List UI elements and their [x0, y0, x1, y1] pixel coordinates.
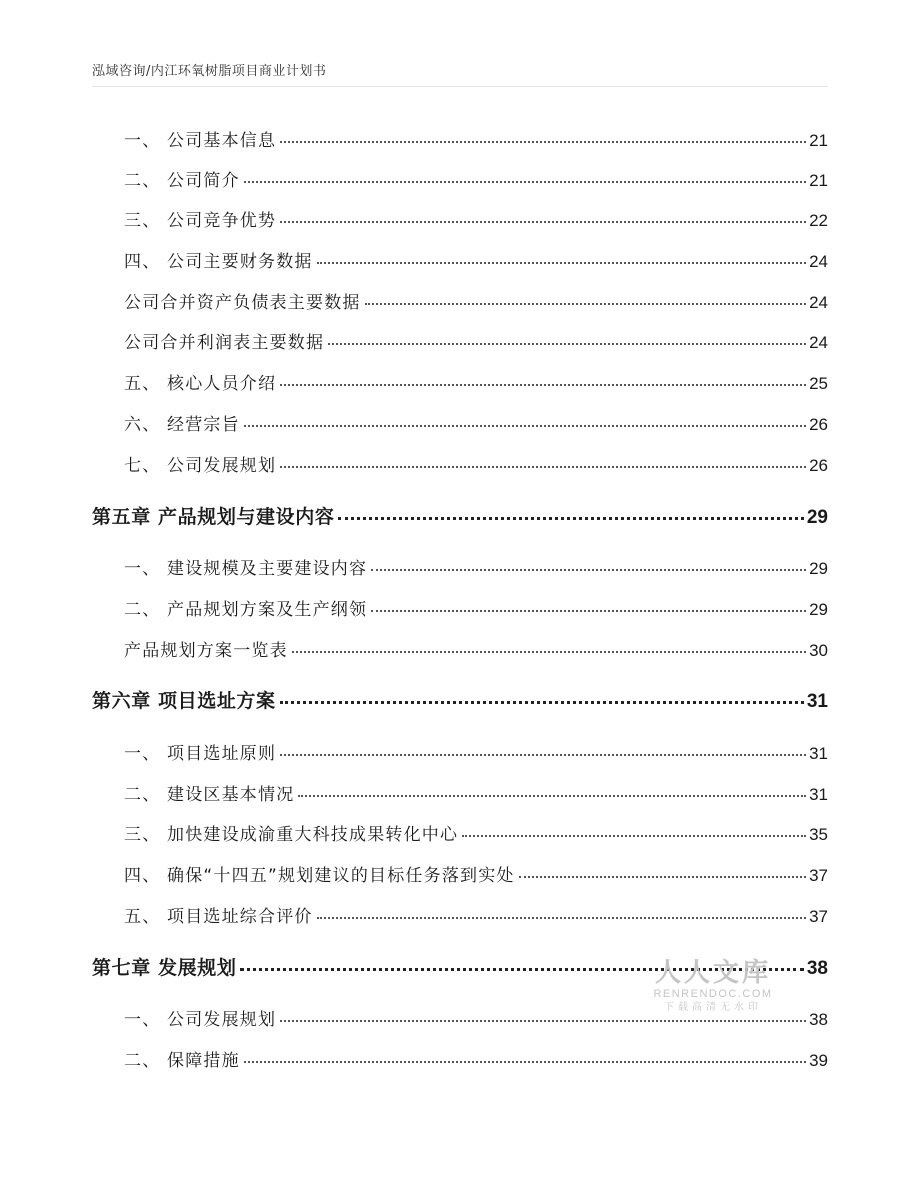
toc-leader-dots [338, 517, 803, 520]
toc-entry[interactable] [124, 328, 828, 353]
toc-entry[interactable] [124, 288, 828, 313]
toc-leader-dots [317, 262, 806, 264]
toc-leader-dots [365, 303, 806, 305]
toc-entry-title: 七、 公司发展规划 [124, 456, 277, 476]
toc-entry-title: 五、 核心人员介绍 [124, 374, 277, 394]
toc-leader-dots [280, 466, 806, 468]
toc-entry-title: 公司合并利润表主要数据 [124, 333, 325, 353]
toc-entry-page: 38 [809, 1010, 828, 1029]
toc-entry[interactable] [124, 369, 828, 394]
toc-chapter-page: 38 [806, 958, 828, 979]
toc-entry[interactable] [124, 595, 828, 620]
toc-leader-dots [240, 968, 803, 971]
toc-entry[interactable] [124, 247, 828, 272]
toc-leader-dots [280, 221, 806, 223]
toc-entry-title: 五、 项目选址综合评价 [124, 907, 313, 927]
toc-entry-page: 24 [809, 333, 828, 352]
toc-chapter-entry[interactable] [92, 502, 828, 529]
toc-entry[interactable] [124, 410, 828, 435]
toc-entry-page: 21 [809, 131, 828, 150]
toc-entry-title: 一、 建设规模及主要建设内容 [124, 559, 368, 579]
toc-entry[interactable] [124, 1005, 828, 1030]
toc-leader-dots [371, 569, 806, 571]
toc-entry-title: 三、 加快建设成渝重大科技成果转化中心 [124, 825, 459, 845]
toc-leader-dots [280, 1020, 806, 1022]
toc-entry-page: 37 [809, 866, 828, 885]
toc-entry-title: 产品规划方案一览表 [124, 641, 288, 661]
toc-entry-title: 二、 产品规划方案及生产纲领 [124, 600, 368, 620]
toc-chapter-entry[interactable] [92, 953, 828, 980]
toc-entry-page: 22 [809, 211, 828, 230]
toc-entry-title: 二、 公司简介 [124, 171, 240, 191]
toc-entry-title: 三、 公司竞争优势 [124, 211, 277, 231]
toc-entry-title: 四、 确保“十四五”规划建议的目标任务落到实处 [124, 866, 515, 886]
toc-entry[interactable] [124, 636, 828, 661]
toc-entry-title: 六、 经营宗旨 [124, 415, 240, 435]
toc-entry[interactable] [124, 1046, 828, 1071]
toc-leader-dots [280, 754, 806, 756]
watermark-domain: RENRENDOC.COM [653, 988, 773, 1000]
toc-entry-page: 31 [809, 785, 828, 804]
toc-entry-page: 29 [809, 559, 828, 578]
toc-leader-dots [244, 1061, 806, 1063]
toc-entry-page: 35 [809, 825, 828, 844]
toc-leader-dots [317, 917, 806, 919]
toc-entry-page: 24 [809, 293, 828, 312]
toc-entry-page: 30 [809, 641, 828, 660]
toc-leader-dots [462, 835, 806, 837]
toc-leader-dots [328, 343, 806, 345]
toc-entry-page: 26 [809, 415, 828, 434]
toc-entry[interactable] [124, 451, 828, 476]
toc-leader-dots [280, 141, 806, 143]
toc-entry-page: 39 [809, 1051, 828, 1070]
toc-leader-dots [298, 795, 806, 797]
toc-entry[interactable] [124, 206, 828, 231]
toc-leader-dots [244, 181, 806, 183]
toc-chapter-entry[interactable] [92, 686, 828, 713]
toc-chapter-title: 第五章 产品规划与建设内容 [92, 506, 335, 528]
toc-entry[interactable] [124, 820, 828, 845]
toc-entry-page: 37 [809, 907, 828, 926]
toc-entry-title: 一、 公司基本信息 [124, 131, 277, 151]
toc-entry-title: 二、 建设区基本情况 [124, 785, 295, 805]
toc-entry-page: 31 [809, 744, 828, 763]
toc-leader-dots [280, 701, 804, 704]
toc-leader-dots [519, 876, 806, 878]
toc-entry[interactable] [124, 780, 828, 805]
running-header: 泓域咨询/内江环氧树脂项目商业计划书 [92, 64, 327, 79]
toc-entry-page: 24 [809, 252, 828, 271]
toc-leader-dots [244, 425, 806, 427]
toc-entry-page: 26 [809, 456, 828, 475]
toc-chapter-page: 31 [806, 691, 828, 712]
toc-entry[interactable] [124, 739, 828, 764]
toc-entry-title: 公司合并资产负债表主要数据 [124, 293, 361, 313]
toc-entry[interactable] [124, 861, 828, 886]
toc-chapter-page: 29 [806, 507, 828, 528]
watermark-brand: 人人文库 [654, 958, 771, 988]
toc-entry-page: 21 [809, 171, 828, 190]
toc-entry-title: 一、 项目选址原则 [124, 744, 277, 764]
toc-entry-page: 29 [809, 600, 828, 619]
toc-leader-dots [280, 384, 806, 386]
toc-entry[interactable] [124, 126, 828, 151]
toc-entry-title: 四、 公司主要财务数据 [124, 252, 313, 272]
toc-chapter-title: 第七章 发展规划 [92, 957, 237, 979]
toc-entry[interactable] [124, 166, 828, 191]
toc-leader-dots [292, 651, 806, 653]
toc-entry-page: 25 [809, 374, 828, 393]
toc-entry-title: 二、 保障措施 [124, 1051, 240, 1071]
toc-leader-dots [371, 610, 806, 612]
toc-chapter-title: 第六章 项目选址方案 [92, 690, 276, 712]
toc-entry[interactable] [124, 902, 828, 927]
toc-entry-title: 一、 公司发展规划 [124, 1010, 277, 1030]
toc-entry[interactable] [124, 554, 828, 579]
watermark-note: 下载高清无水印 [664, 1002, 762, 1013]
